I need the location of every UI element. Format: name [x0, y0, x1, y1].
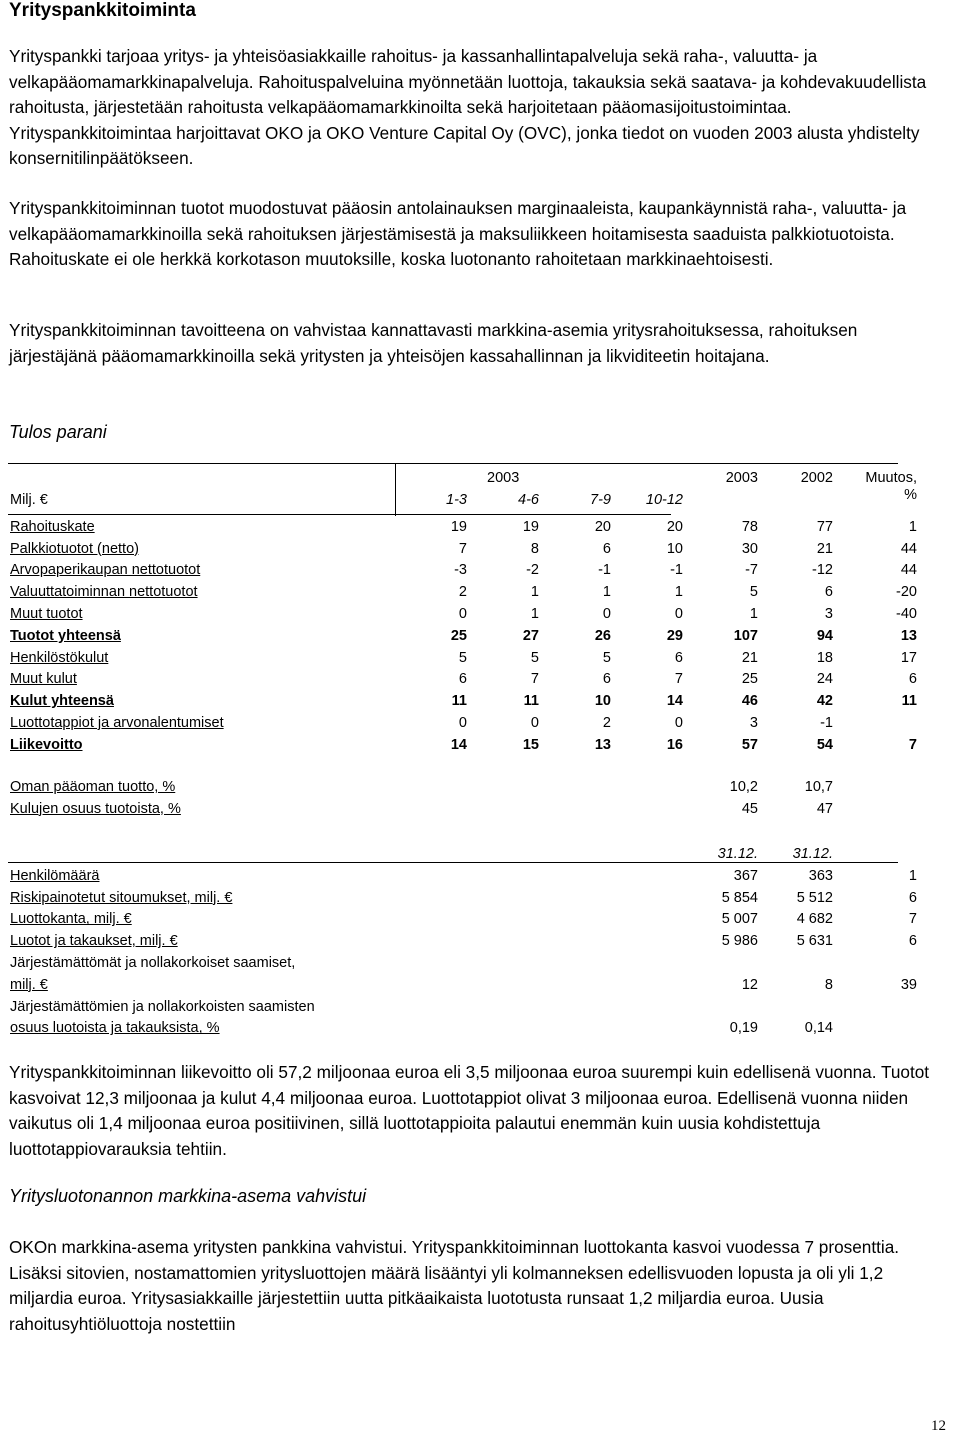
header-change-unit: % — [904, 486, 917, 503]
balance-2003: 367 — [733, 867, 758, 884]
income-row — [8, 559, 919, 581]
quarter-value: 8 — [530, 540, 539, 557]
change-value: 44 — [900, 540, 917, 557]
balance-label: milj. € — [10, 976, 48, 993]
income-table-header — [8, 466, 919, 510]
value-2003: 21 — [741, 649, 758, 666]
income-row — [8, 537, 919, 559]
quarter-value: 10 — [666, 540, 683, 557]
row-label: Muut kulut — [10, 671, 77, 688]
ratio-row — [8, 775, 919, 797]
balance-row-label-line — [8, 995, 919, 1017]
result-paragraph: Yrityspankkitoiminnan liikevoitto oli 57,2 miljoonaa euroa eli 3,5 miljoonaa euroa suurempi kuin edellisenä vuonna. Tuotot kasvoivat 12,3 miljoonaa ja kulut 4,4 miljoonaa euroa. Luottotappiot olivat 3 miljoonaa euroa. Edellisenä vuonna niiden vaikutus oli 1,4 miljoonaa euroa positiivinen, sillä luottotappioita palautui enemmän kuin uusia kohdistettuja luottotappiovarauksia tehtiin. — [9, 1062, 930, 1159]
balance-label: Riskipainotetut sitoumukset, milj. € — [10, 889, 233, 906]
value-2002: 77 — [816, 518, 833, 535]
value-2003: 78 — [741, 518, 758, 535]
value-2002: 42 — [816, 693, 833, 710]
income-row — [8, 624, 919, 646]
balance-change: 6 — [908, 889, 917, 906]
ratio-label: Oman pääoman tuotto, % — [10, 778, 176, 795]
value-2003: 107 — [733, 627, 758, 644]
quarter-value: -3 — [454, 562, 467, 579]
value-2003: 3 — [749, 714, 758, 731]
page-heading: Yrityspankkitoiminta — [9, 0, 196, 21]
quarter-value: 11 — [523, 693, 539, 710]
balance-change: 6 — [908, 933, 917, 950]
value-2003: -7 — [745, 562, 758, 579]
quarter-value: 6 — [458, 671, 467, 688]
market-paragraph: OKOn markkina-asema yritysten pankkina vahvistui. Yrityspankkitoiminnan luottokanta kasvoi vuodessa 7 prosenttia. Lisäksi sitovien, nostamattomien yritysluottojen määrä lisääntyi yli kolmanneksen edellisvuoden lopusta ja oli yli 1,2 miljardia euroa. Yritysasiakkaille järjestettiin uutta pitkäaikaista luototusta runsaat 1,2 miljardia euroa. Uusia rahoitusyhtiöluottoja nostettiin — [9, 1237, 900, 1334]
value-2003: 25 — [741, 671, 758, 688]
quarter-value: 1 — [530, 605, 539, 622]
section-subheading-result: Tulos parani — [9, 422, 107, 442]
quarter-value: 0 — [602, 605, 611, 622]
balance-2002: 8 — [824, 976, 833, 993]
value-2003: 30 — [741, 540, 758, 557]
quarter-value: 7 — [458, 540, 467, 557]
balance-2003: 0,19 — [729, 1020, 758, 1037]
quarter-value: 29 — [666, 627, 683, 644]
header-unit-label: Milj. € — [10, 491, 48, 508]
quarter-value: 15 — [522, 736, 539, 753]
quarter-value: 1 — [530, 584, 539, 601]
income-row — [8, 689, 919, 711]
quarter-value: 14 — [450, 736, 467, 753]
change-value: 7 — [908, 736, 917, 753]
quarter-value: 0 — [530, 714, 539, 731]
quarter-value: 6 — [674, 649, 683, 666]
value-2002: 18 — [816, 649, 833, 666]
balance-row — [8, 973, 919, 995]
quarter-value: 10 — [594, 693, 611, 710]
value-2002: 3 — [824, 605, 833, 622]
header-quarter-2: 4-6 — [518, 491, 539, 508]
balance-change: 1 — [908, 867, 917, 884]
quarter-value: 0 — [674, 714, 683, 731]
balance-2003: 5 854 — [721, 889, 758, 906]
balance-date-2002: 31.12. — [792, 845, 833, 862]
header-quarter-3: 7-9 — [590, 491, 611, 508]
row-label: Palkkiotuotot (netto) — [10, 540, 139, 557]
balance-change: 7 — [908, 911, 917, 928]
row-label: Rahoituskate — [10, 518, 95, 535]
quarter-value: 1 — [602, 584, 611, 601]
quarter-value: 26 — [594, 627, 611, 644]
balance-date-2003: 31.12. — [717, 845, 758, 862]
balance-row-label-line — [8, 951, 919, 973]
balance-label: Luotot ja takaukset, milj. € — [10, 933, 178, 950]
quarter-value: 20 — [666, 518, 683, 535]
balance-row — [8, 864, 919, 886]
balance-row — [8, 908, 919, 930]
header-quarter-1: 1-3 — [446, 491, 467, 508]
income-row — [8, 646, 919, 668]
row-label: Kulut yhteensä — [10, 693, 114, 710]
income-row — [8, 668, 919, 690]
change-value: 17 — [900, 649, 917, 666]
value-2002: 94 — [816, 627, 833, 644]
balance-2002: 4 682 — [796, 911, 833, 928]
section-subheading-market: Yritysluotonannon markkina-asema vahvistui — [9, 1186, 367, 1206]
change-value: -20 — [896, 584, 917, 601]
balance-change: 39 — [900, 976, 917, 993]
quarter-value: 5 — [458, 649, 467, 666]
balance-row — [8, 1017, 919, 1039]
table-top-rule — [8, 463, 898, 464]
balance-change — [835, 1017, 919, 1039]
row-label: Luottotappiot ja arvonalentumiset — [10, 714, 224, 731]
balance-2002: 0,14 — [804, 1020, 833, 1037]
ratio-label: Kulujen osuus tuotoista, % — [10, 800, 181, 817]
quarter-value: 5 — [602, 649, 611, 666]
value-2003: 5 — [749, 584, 758, 601]
quarter-value: 19 — [522, 518, 539, 535]
quarter-value: 6 — [602, 540, 611, 557]
balance-table — [8, 864, 919, 1038]
change-value: 13 — [900, 627, 917, 644]
change-value: 1 — [908, 518, 917, 535]
ratio-2002: 10,7 — [804, 778, 833, 795]
balance-2003: 12 — [741, 976, 758, 993]
quarter-value: -1 — [670, 562, 683, 579]
header-quarter-4: 10-12 — [645, 491, 683, 508]
quarter-value: 25 — [450, 627, 467, 644]
quarter-value: 0 — [458, 714, 467, 731]
balance-2003: 5 007 — [721, 911, 758, 928]
quarter-value: 19 — [450, 518, 467, 535]
income-row — [8, 711, 919, 733]
quarter-value: 16 — [666, 736, 683, 753]
quarter-value: 13 — [594, 736, 611, 753]
ratio-table — [8, 775, 919, 819]
income-row — [8, 580, 919, 602]
page-number: 12 — [931, 1418, 946, 1434]
header-year-2003: 2003 — [725, 469, 758, 486]
income-row — [8, 515, 919, 537]
balance-label: osuus luotoista ja takauksista, % — [10, 1020, 220, 1037]
ratio-2002: 47 — [816, 800, 833, 817]
header-change-label: Muutos, — [865, 469, 917, 486]
value-2002: 21 — [816, 540, 833, 557]
balance-2002: 5 631 — [796, 933, 833, 950]
quarter-value: 0 — [458, 605, 467, 622]
balance-row — [8, 886, 919, 908]
row-label: Liikevoitto — [10, 736, 83, 753]
change-value: -40 — [896, 605, 917, 622]
header-year-group: 2003 — [487, 469, 520, 486]
quarter-value: 11 — [451, 693, 467, 710]
quarter-value: 27 — [522, 627, 539, 644]
value-2003: 1 — [749, 605, 758, 622]
row-label: Muut tuotot — [10, 605, 83, 622]
header-year-2002: 2002 — [800, 469, 833, 486]
quarter-value: 7 — [674, 671, 683, 688]
row-label: Henkilöstökulut — [10, 649, 109, 666]
income-row — [8, 733, 919, 755]
balance-header-rule — [8, 862, 898, 863]
income-table — [8, 515, 919, 755]
quarter-value: -1 — [598, 562, 611, 579]
quarter-value: 0 — [674, 605, 683, 622]
revenue-paragraph: Yrityspankkitoiminnan tuotot muodostuvat pääosin antolainauksen marginaaleista, kaupankäynnistä raha-, valuutta- ja velkapääomamarkkinoilla sekä rahoituksen järjestämisestä ja maksuliikkeen hoitamisesta saaduista palkkiotuotoista. Rahoituskate ei ole herkkä korkotason muutoksille, koska luotonanto rahoitetaan markkinaehtoisesti. — [9, 198, 907, 269]
income-row — [8, 602, 919, 624]
value-2003: 46 — [741, 693, 758, 710]
balance-row — [8, 929, 919, 951]
quarter-value: 1 — [674, 584, 683, 601]
value-2003: 57 — [741, 736, 758, 753]
quarter-value: 7 — [530, 671, 539, 688]
value-2002: -12 — [812, 562, 833, 579]
ratio-row — [8, 797, 919, 819]
balance-label: Henkilömäärä — [10, 867, 100, 884]
intro-paragraph: Yrityspankki tarjoaa yritys- ja yhteisöasiakkaille rahoitus- ja kassanhallintapalveluja sekä raha-, valuutta- ja velkapääomamarkkinapalveluja. Rahoituspalveluina myönnetään luottoja, takauksia sekä saatava- ja kohdevakuudellista rahoitusta, järjestetään rahoitusta velkapääomamarkkinoilta sekä harjoitetaan pääomasijoitustoimintaa. Yrityspankkitoimintaa harjoittavat OKO ja OKO Venture Capital Oy (OVC), jonka tiedot on vuoden 2003 alusta yhdistelty konsernitilinpäätökseen. — [9, 46, 927, 168]
balance-2003: 5 986 — [721, 933, 758, 950]
goal-paragraph: Yrityspankkitoiminnan tavoitteena on vahvistaa kannattavasti markkina-asemia yritysrahoituksessa, rahoituksen järjestäjänä pääomamarkkinoilla sekä yritysten ja yhteisöjen kassahallinnan ja likviditeetin hoitajana. — [9, 320, 858, 366]
quarter-value: 20 — [594, 518, 611, 535]
value-2002: -1 — [820, 714, 833, 731]
row-label: Valuuttatoiminnan nettotuotot — [10, 584, 198, 601]
balance-table-header — [8, 842, 919, 864]
quarter-value: 6 — [602, 671, 611, 688]
quarter-value: 2 — [458, 584, 467, 601]
row-label: Tuotot yhteensä — [10, 627, 121, 644]
balance-label: Luottokanta, milj. € — [10, 911, 132, 928]
balance-2002: 363 — [808, 867, 833, 884]
quarter-value: -2 — [526, 562, 539, 579]
quarter-value: 2 — [602, 714, 611, 731]
ratio-2003: 10,2 — [729, 778, 758, 795]
ratio-2003: 45 — [741, 800, 758, 817]
change-value: 11 — [901, 693, 917, 710]
quarter-value: 5 — [530, 649, 539, 666]
balance-label: Järjestämättömien ja nollakorkoisten saamisten — [10, 998, 315, 1015]
balance-2002: 5 512 — [796, 889, 833, 906]
quarter-value: 14 — [666, 693, 683, 710]
value-2002: 54 — [816, 736, 833, 753]
balance-label: Järjestämättömät ja nollakorkoiset saamiset, — [10, 954, 296, 971]
change-value: 6 — [908, 671, 917, 688]
value-2002: 6 — [824, 584, 833, 601]
change-value — [835, 711, 919, 733]
row-label: Arvopaperikaupan nettotuotot — [10, 562, 201, 579]
value-2002: 24 — [816, 671, 833, 688]
change-value: 44 — [900, 562, 917, 579]
